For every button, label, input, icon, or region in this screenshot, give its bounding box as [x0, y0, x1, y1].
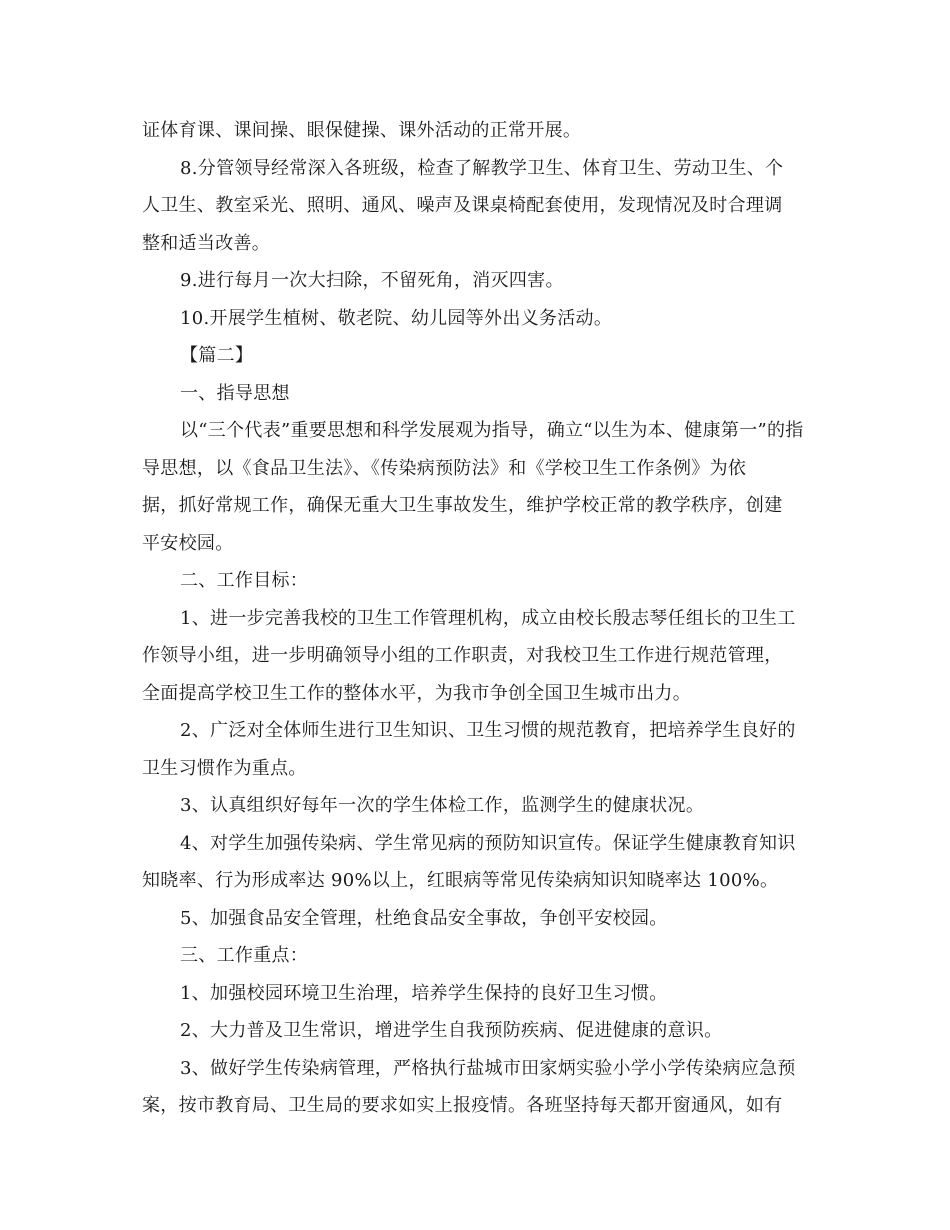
text-line: 3、做好学生传染病管理，严格执行盐城市田家炳实验小学小学传染病应急预 — [180, 1057, 796, 1079]
text-line: 知晓率、行为形成率达 90%以上，红眼病等常见传染病知识知晓率达 100%。 — [142, 870, 779, 891]
text-line: 卫生习惯作为重点。 — [142, 757, 307, 779]
text-line: 以“三个代表”重要思想和科学发展观为指导，确立“以生为本、健康第一”的指 — [180, 420, 804, 441]
text-line: 3、认真组织好每年一次的学生体检工作，监测学生的健康状况。 — [180, 795, 705, 816]
text-line: 三、工作重点： — [180, 945, 309, 966]
text-line: 5、加强食品安全管理，杜绝食品安全事故，争创平安校园。 — [180, 907, 668, 929]
text-line: 8.分管领导经常深入各班级，检查了解教学卫生、体育卫生、劳动卫生、个 — [180, 157, 784, 179]
text-line: 1、加强校园环境卫生治理，培养学生保持的良好卫生习惯。 — [180, 982, 668, 1004]
text-line: 一、指导思想 — [180, 382, 290, 404]
text-line: 作领导小组，进一步明确领导小组的工作职责，对我校卫生工作进行规范管理， — [142, 645, 783, 666]
text-line: 9.进行每月一次大扫除，不留死角，消灭四害。 — [180, 270, 564, 291]
text-line: 导思想，以《食品卫生法》、《传染病预防法》和《学校卫生工作条例》为依 — [142, 457, 747, 479]
text-line: 4、对学生加强传染病、学生常见病的预防知识宣传。保证学生健康教育知识 — [180, 832, 796, 854]
text-line: 2、广泛对全体师生进行卫生知识、卫生习惯的规范教育，把培养学生良好的 — [180, 720, 796, 741]
text-line: 证体育课、课间操、眼保健操、课外活动的正常开展。 — [142, 120, 582, 141]
text-line: 二、工作目标： — [180, 570, 309, 591]
text-line: 人卫生、教室采光、照明、通风、噪声及课桌椅配套使用，发现情况及时合理调 — [142, 195, 783, 216]
text-line: 【篇二】 — [180, 345, 254, 366]
text-line: 1、进一步完善我校的卫生工作管理机构，成立由校长殷志琴任组长的卫生工 — [180, 607, 796, 629]
text-line: 全面提高学校卫生工作的整体水平，为我市争创全国卫生城市出力。 — [142, 682, 691, 704]
document-body — [142, 112, 814, 1125]
text-line: 平安校园。 — [142, 532, 234, 554]
text-line: 10.开展学生植树、敬老院、幼儿园等外出义务活动。 — [180, 307, 613, 329]
text-line: 案，按市教育局、卫生局的要求如实上报疫情。各班坚持每天都开窗通风，如有 — [142, 1095, 783, 1116]
text-line: 据，抓好常规工作，确保无重大卫生事故发生，维护学校正常的教学秩序，创建 — [142, 495, 783, 516]
text-line: 2、大力普及卫生常识，增进学生自我预防疾病、促进健康的意识。 — [180, 1020, 723, 1041]
text-line: 整和适当改善。 — [142, 232, 271, 254]
